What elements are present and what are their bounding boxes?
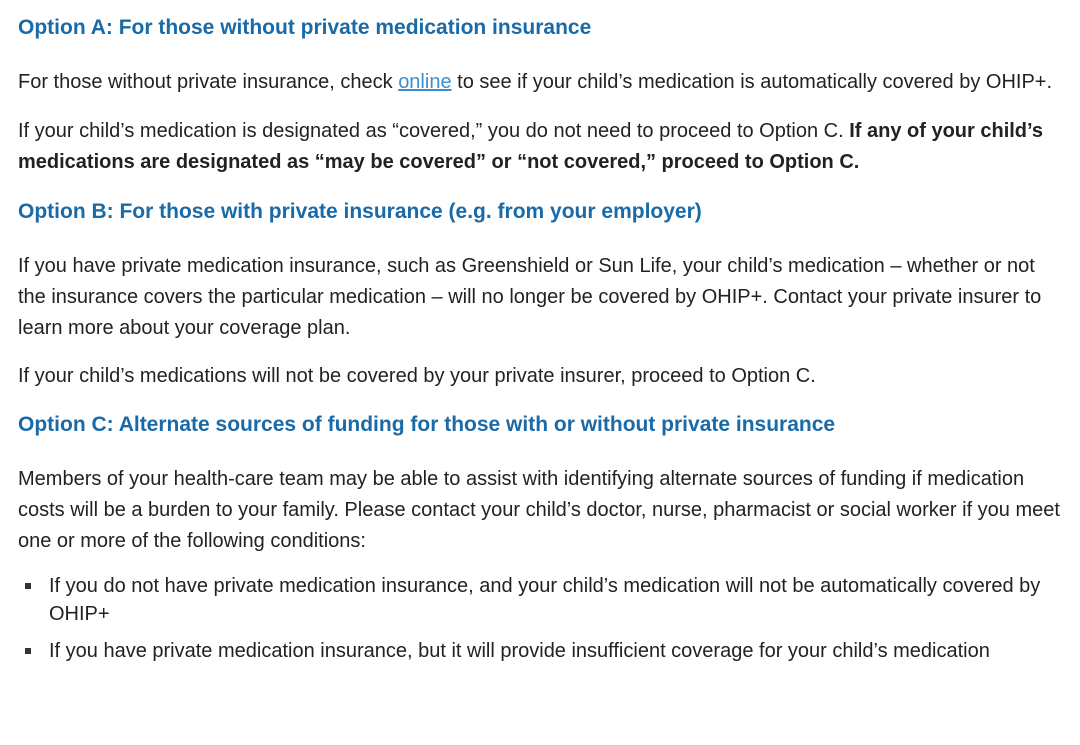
option-a-p2-normal-text: If your child’s medication is designated as “covered,” you do not need to proceed to Option C. <box>18 120 850 142</box>
option-a-p1-text-before: For those without private insurance, check <box>18 71 399 93</box>
option-c-heading: Option C: Alternate sources of funding for those with or without private insurance <box>18 413 836 436</box>
list-item-text: If you have private medication insurance, but it will provide insufficient coverage for your child’s medication <box>49 640 990 662</box>
option-c-paragraph-1: Members of your health-care team may be able to assist with identifying alternate sources of funding if medication costs will be a burden to your family. Please contact your child’s doctor, nurse, pharmacist or social worker if you meet one or more of the following conditions: <box>18 468 1060 552</box>
online-link[interactable]: online <box>398 71 452 93</box>
list-item-text: If you do not have private medication insurance, and your child’s medication will not be automatically covered by OHIP+ <box>49 575 1041 625</box>
square-bullet-icon <box>25 583 31 589</box>
square-bullet-icon <box>25 648 31 654</box>
conditions-list <box>18 572 1062 665</box>
option-b-heading: Option B: For those with private insurance (e.g. from your employer) <box>18 200 702 223</box>
option-b-paragraph-1: If you have private medication insurance, such as Greenshield or Sun Life, your child’s medication – whether or not the insurance covers the particular medication – will no longer be covered by OHIP+. Contact your private insurer to learn more about your coverage plan. <box>18 255 1042 339</box>
option-a-paragraph-1 <box>18 67 1062 98</box>
option-a-p2-bold-text: If any of your child’s medications are designated as “may be covered” or “not covered,” proceed to Option C. <box>18 120 1043 173</box>
option-a-p1-text-after: to see if your child’s medication is automatically covered by OHIP+. <box>451 71 1053 93</box>
list-item <box>18 637 1062 665</box>
option-a-heading: Option A: For those without private medication insurance <box>18 16 592 39</box>
list-item <box>18 572 1062 628</box>
option-b-paragraph-2: If your child’s medications will not be covered by your private insurer, proceed to Option C. <box>18 365 816 387</box>
option-a-paragraph-2 <box>18 116 1062 178</box>
